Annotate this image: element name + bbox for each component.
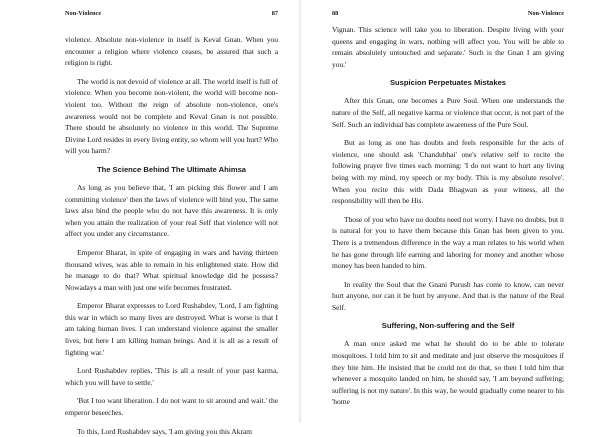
left-running-title: Non-Violence [65, 10, 102, 17]
right-running-title: Non-Violence [527, 10, 564, 17]
right-page [300, 0, 600, 423]
paragraph: Lord Rushabdev replies, 'This is all a result of your past karma, which you will have to settle.' [65, 366, 278, 387]
left-running-head [65, 10, 278, 22]
paragraph: Vignan. This science will take you to liberation. Despite living with your queens and engaging in wars, nothing will affect you. You will be able to remain absolutely untouched and separate.' Such is the Gnan I am giving you.' [332, 25, 564, 69]
paragraph: But as long as one has doubts and feels responsible for the acts of violence, one should ask 'Chandubhai' one's relative self to recite the following prayer five times each morning: 'I do not want to hurt any living being with my mind, my speech or my body. This is my absolute resolve'. When you recite this with Dada Bhagwan as your witness, all the responsibility will then be His. [332, 138, 564, 206]
right-page-number: 88 [332, 10, 339, 17]
section-heading: Suspicion Perpetuates Mistakes [389, 78, 507, 88]
left-page [0, 0, 300, 436]
paragraph: Emperor Bharat, in spite of engaging in wars and having thirteen thousand wives, was able to remain in his enlightened state. How did he manage to do that? What spiritual knowledge did he possess? Nowadays a man with just one wife becomes frustrated. [65, 247, 278, 292]
right-running-head [332, 10, 564, 22]
paragraph: After this Gnan, one becomes a Pure Soul. When one understands the nature of the Self, all negative karma or violence that occur, is not part of the Self. Such an individual has complete awareness of the Pure Soul. [332, 96, 564, 129]
paragraph: Those of you who have no doubts need not worry. I have no doubts, but it is natural for you to have them because this Gnan has been given to you. There is a tremendous difference in the way a man relates to his world when he has gone through life earning and laboring for money and another whose money has been handed to him. [332, 214, 564, 271]
section-heading: Suffering, Non-suffering and the Self [381, 321, 515, 331]
paragraph: As long as you believe that, 'I am picking this flower and I am committing violence' then the laws of violence will bind you. The same laws also bind the people who do not have this awareness. It is only when you attain the realization of your real Self that violence will not affect you under any circumstance. [65, 182, 278, 239]
left-page-number: 87 [271, 10, 278, 17]
paragraph: Emperor Bharat expresses to Lord Rushabdev, 'Lord, I am fighting this war in which so many lives are destroyed. What is worse is that I am taking human lives. I can understand violence against the smaller lives, but here I am killing human beings. And it is all as a result of fighting war.' [65, 301, 278, 357]
paragraph: The world is not devoid of violence at all. The world itself is full of violence. When you become non-violent, the world will become non-violent too. Without the reign of absolute non-violence, one's awareness would not be complete and Keval Gnan is not possible. There should be absolutely no violence in this world. The Supreme Divine Lord resides in every living entity, so whom will you hurt? Who will you harm? [65, 76, 278, 156]
paragraph: To this, Lord Rushabdev says, 'I am giving you this Akram [77, 426, 252, 436]
paragraph: A man once asked me what he should do to be able to tolerate mosquitoes. I told him to sit and meditate and just observe the mosquitoes if they bite him. He insisted that he could not do that, so then I told him that whenever a mosquito landed on him, he should say, 'I am beyond suffering; suffering is not my nature'. In this way, he would gradually come nearer to his 'home [332, 339, 564, 407]
paragraph: violence. Absolute non-violence in itself is Keval Gnan. When you encounter a religion where violence ceases, be assured that such a religion is right. [65, 35, 278, 68]
section-heading: The Science Behind The Ultimate Ahimsa [96, 164, 247, 174]
paragraph: 'But I too want liberation. I do not want to sit around and wait.' the emperor beseeches. [65, 396, 278, 418]
paragraph: In reality the Soul that the Gnani Purush has come to know, can never hurt anyone, nor can it be hurt by anyone. And that is the nature of the Real Self. [332, 279, 564, 312]
